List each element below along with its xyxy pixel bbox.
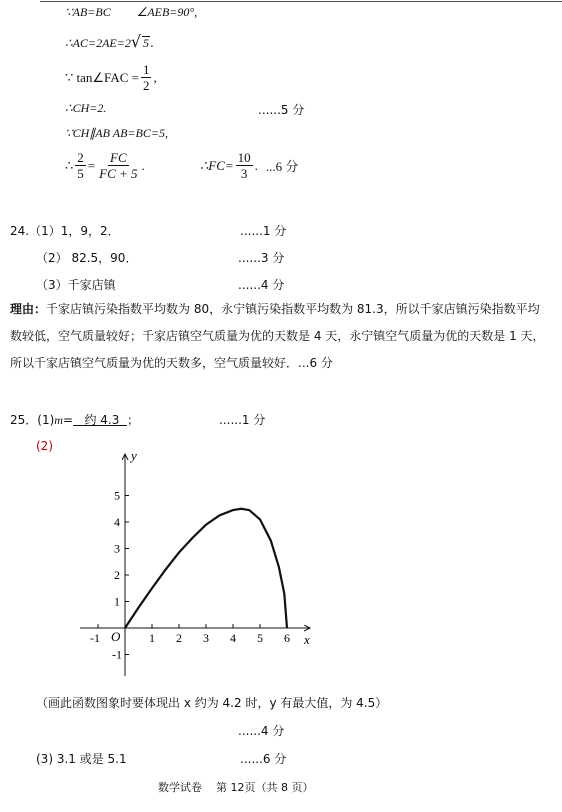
q24-score3: ......4 分: [238, 278, 285, 292]
x-tick-label: 5: [257, 631, 263, 645]
q24-score1: ......1 分: [240, 224, 287, 238]
line2-sqrt: 5: [143, 36, 150, 50]
q25-note-score: ......4 分: [238, 724, 285, 738]
q25-part3: (3) 3.1 或是 5.1: [36, 752, 127, 766]
y-tick-label: 3: [114, 541, 120, 556]
line6-eq: =: [87, 157, 96, 173]
line1-b: ∠AEB=90°,: [136, 5, 198, 19]
line-ch: ∴CH=2.: [65, 101, 107, 115]
frac-2-5: [75, 150, 86, 181]
line2-end: .: [150, 36, 154, 50]
line3-end: ,: [153, 69, 157, 85]
y-tick-label: 5: [114, 488, 120, 503]
sqrt-symbol: √: [130, 32, 142, 51]
x-tick-label: 4: [230, 631, 236, 645]
q24-reason: [10, 296, 550, 377]
frac2-den: FC + 5: [99, 166, 138, 181]
reason-label: 理由：: [10, 302, 47, 316]
q25-part2-label: (2): [36, 439, 53, 453]
q24-score2: ......3 分: [238, 251, 285, 265]
y-tick-label: 2: [114, 568, 120, 582]
line6-end: .: [141, 157, 145, 173]
x-tick-label: 2: [176, 631, 182, 645]
frac2-num: FC: [110, 150, 127, 165]
top-rule: [40, 1, 562, 2]
line3-prefix: ∵ tan∠FAC =: [65, 69, 139, 85]
line-ac: [65, 33, 154, 52]
y-tick-label: 4: [114, 515, 120, 529]
x-tick-label: 3: [203, 631, 209, 645]
fc-num: 10: [237, 150, 251, 165]
function-curve: [125, 509, 287, 628]
line2-text: ∴AC=2AE=2: [65, 36, 131, 50]
y-axis-label: y: [131, 448, 137, 463]
q24-part3: （3）千家店镇: [36, 278, 116, 292]
reason-text: 千家店镇污染指数平均数为 80，永宁镇污染指数平均数为 81.3，所以千家店镇污染指数平均数较低，空气质量较好；千家店镇空气质量为优的天数是 4 天，永宁镇空气质量为优的天数是 1 天，所以千家店镇空气质量为优的天数多，空气质量较好．...6 分: [10, 302, 545, 370]
q25-p1-eq: =: [62, 413, 74, 427]
fc-den: 3: [240, 166, 248, 181]
q25-p1-var: m: [54, 413, 63, 427]
frac1-num: 2: [77, 150, 84, 165]
line3-den: 2: [142, 78, 150, 93]
score-6-top: ...6 分: [265, 159, 299, 174]
q25-p1-sep: ；: [127, 413, 140, 427]
line3-num: 1: [142, 62, 150, 77]
q25-p1-prefix: 25．(1): [10, 413, 55, 427]
y-tick-label: -1: [112, 647, 122, 662]
x-tick-label: -1: [90, 631, 100, 645]
fc-prefix: ∴FC=: [200, 157, 234, 173]
frac-fc: [97, 150, 139, 181]
origin-label: O: [111, 629, 121, 644]
line-proportion: [65, 150, 145, 181]
q25-part1: [10, 411, 139, 428]
q24-part1: 24.（1）1，9，2．: [10, 224, 120, 238]
q25-score1: ......1 分: [219, 413, 266, 427]
q25-p1-answer: 约 4.3: [73, 413, 127, 427]
line3-fraction: [141, 62, 152, 93]
score-5: ......5 分: [258, 103, 305, 117]
line-tan: [65, 62, 157, 93]
x-tick-label: 6: [284, 631, 290, 645]
fc-end: .: [254, 157, 258, 173]
function-graph: [70, 440, 330, 680]
q25-note: （画此函数图象时要体现出 x 约为 4.2 时，y 有最大值，为 4.5）: [36, 696, 388, 710]
x-axis-label: x: [304, 632, 310, 647]
line-fc-value: [200, 150, 298, 181]
frac1-den: 5: [77, 166, 84, 181]
y-tick-label: 1: [114, 594, 120, 609]
x-tick-label: 1: [149, 631, 155, 645]
line-ab-bc: [65, 5, 197, 20]
line6-prefix: ∴: [65, 157, 74, 173]
page-footer: 数学试卷 第 12页（共 8 页）: [158, 781, 314, 794]
frac-10-3: [236, 150, 253, 181]
line1-a: ∵AB=BC: [65, 5, 111, 19]
line-ch-parallel: ∵CH∥AB AB=BC=5,: [65, 126, 168, 140]
q25-score3: ......6 分: [240, 752, 287, 766]
q24-part2: （2） 82.5，90．: [36, 251, 138, 265]
